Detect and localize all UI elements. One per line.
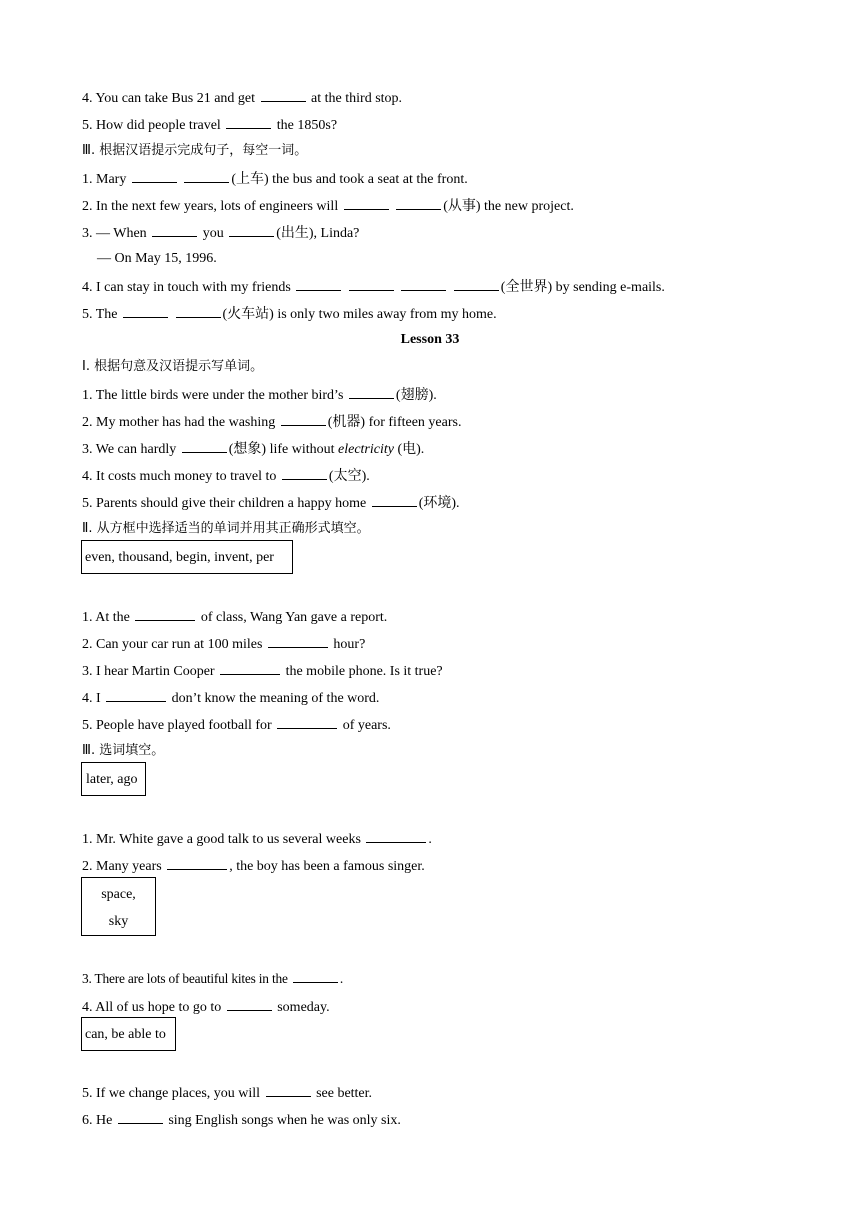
question-1: 1. Mary (上车) the bus and took a seat at the front.	[82, 169, 468, 189]
lesson-title: Lesson 33	[400, 332, 460, 347]
section-heading: Ⅰ. 根据句意及汉语提示写单词。	[82, 359, 264, 374]
blank[interactable]	[396, 196, 441, 210]
word-box: space, sky	[81, 877, 156, 936]
blank[interactable]	[277, 715, 337, 729]
question-5: 5. Parents should give their children a happy home (环境).	[82, 493, 460, 513]
blank[interactable]	[454, 277, 499, 291]
blank[interactable]	[176, 304, 221, 318]
word-box: even, thousand, begin, invent, per	[81, 540, 293, 574]
blank[interactable]	[182, 439, 227, 453]
blank[interactable]	[366, 829, 426, 843]
question-5: 5. How did people travel the 1850s?	[82, 115, 337, 135]
blank[interactable]	[152, 223, 197, 237]
question-5: 5. If we change places, you will see better.	[82, 1083, 372, 1103]
question-3: 3. We can hardly (想象) life without electricity (电).	[82, 439, 424, 459]
question-2: 2. Can your car run at 100 miles hour?	[82, 634, 365, 654]
question-3-reply: — On May 15, 1996.	[97, 251, 217, 266]
blank[interactable]	[184, 169, 229, 183]
blank[interactable]	[220, 661, 280, 675]
question-1: 1. At the of class, Wang Yan gave a report.	[82, 607, 387, 627]
question-2: 2. Many years , the boy has been a famous singer.	[82, 856, 425, 876]
question-5: 5. People have played football for of years.	[82, 715, 391, 735]
section-heading: Ⅲ. 选词填空。	[82, 743, 165, 758]
question-1: 1. Mr. White gave a good talk to us several weeks .	[82, 829, 432, 849]
question-4: 4. It costs much money to travel to (太空).	[82, 466, 370, 486]
blank[interactable]	[266, 1083, 311, 1097]
question-4: 4. You can take Bus 21 and get at the third stop.	[82, 88, 402, 108]
blank[interactable]	[293, 969, 338, 983]
blank[interactable]	[401, 277, 446, 291]
blank[interactable]	[123, 304, 168, 318]
blank[interactable]	[227, 997, 272, 1011]
question-3: 3. — When you (出生), Linda?	[82, 223, 359, 243]
question-6: 6. He sing English songs when he was only six.	[82, 1110, 401, 1130]
question-4: 4. I don’t know the meaning of the word.	[82, 688, 379, 708]
question-2: 2. In the next few years, lots of engineers will (从事) the new project.	[82, 196, 574, 216]
question-2: 2. My mother has had the washing (机器) for fifteen years.	[82, 412, 461, 432]
word-box: later, ago	[81, 762, 146, 796]
blank[interactable]	[281, 412, 326, 426]
question-1: 1. The little birds were under the mother bird’s (翅膀).	[82, 385, 437, 405]
blank[interactable]	[372, 493, 417, 507]
question-3: 3. I hear Martin Cooper the mobile phone. Is it true?	[82, 661, 443, 681]
blank[interactable]	[349, 385, 394, 399]
blank[interactable]	[296, 277, 341, 291]
blank[interactable]	[349, 277, 394, 291]
question-4: 4. All of us hope to go to someday.	[82, 997, 330, 1017]
blank[interactable]	[344, 196, 389, 210]
blank[interactable]	[226, 115, 271, 129]
blank[interactable]	[282, 466, 327, 480]
section-heading: Ⅲ. 根据汉语提示完成句子，每空一词。	[82, 143, 308, 158]
word-box: can, be able to	[81, 1017, 176, 1051]
question-5: 5. The (火车站) is only two miles away from my home.	[82, 304, 497, 324]
blank[interactable]	[118, 1110, 163, 1124]
section-heading: Ⅱ. 从方框中选择适当的单词并用其正确形式填空。	[82, 521, 370, 536]
blank[interactable]	[261, 88, 306, 102]
question-3: 3. There are lots of beautiful kites in the .	[82, 971, 344, 986]
blank[interactable]	[135, 607, 195, 621]
blank[interactable]	[167, 856, 227, 870]
blank[interactable]	[106, 688, 166, 702]
blank[interactable]	[268, 634, 328, 648]
blank[interactable]	[132, 169, 177, 183]
question-4: 4. I can stay in touch with my friends (全世界) by sending e-mails.	[82, 277, 665, 297]
blank[interactable]	[229, 223, 274, 237]
